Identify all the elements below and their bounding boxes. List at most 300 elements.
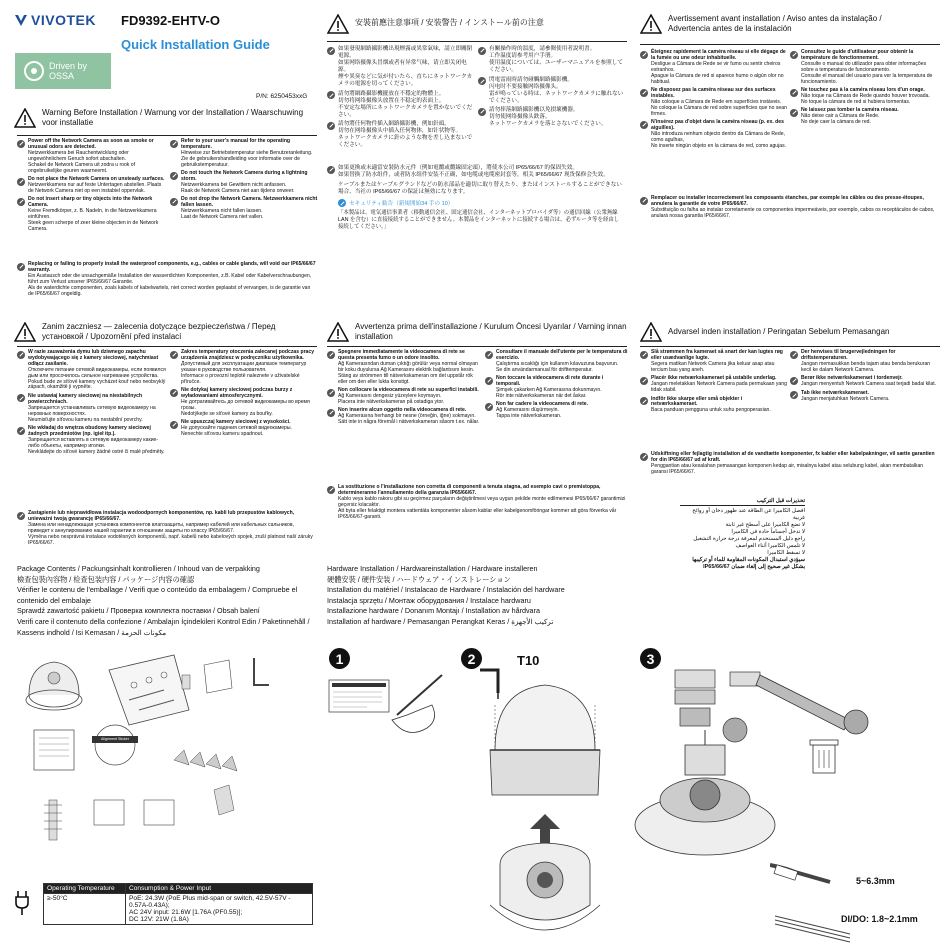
warning-line: Raak de Network Camera niet aan tijdens onweer. [181, 187, 295, 194]
warning-item [327, 121, 477, 149]
step-2-badge: 2 [461, 648, 482, 669]
cable-drawing [770, 860, 948, 945]
warning-line: Tappa inte nätverkskameran. [496, 413, 562, 420]
alignment-sticker-drawing [92, 725, 138, 765]
warning-item [478, 46, 628, 74]
warning-line: Ağ Kamerasını dengesiz yüzeylere koymayın. [338, 392, 442, 399]
arabic-warning-block [680, 498, 805, 571]
cable-glands-drawing [675, 670, 760, 742]
warning-da-title: Advarsel inden installation / Peringatan Sebelum Pemasangan [668, 327, 890, 336]
warning-item [170, 197, 320, 221]
warning-line: Berør ikke netværkskameraet i tordenvejr. [801, 375, 903, 382]
warning-it-right [485, 350, 628, 423]
package-contents-title [17, 564, 317, 638]
spec-header-temp: Operating Temperature [44, 884, 126, 894]
prohibit-icon [327, 409, 335, 417]
warning-line: Se din användarmanual för drifttemperatur. [496, 366, 593, 373]
divider [327, 346, 627, 347]
arabic-title: تحذيرات قبل التركيب [680, 498, 805, 506]
warning-line: Placera inte nätverkskameran på ostadiga ytor. [338, 398, 445, 405]
warning-fr-title2: Advertencia antes de la instalación [668, 23, 792, 33]
step3-drawing [630, 660, 948, 860]
warning-line: ネットワークカメラを落とさないでください。 [489, 121, 607, 128]
warning-item [790, 391, 940, 403]
prohibit-icon [17, 198, 25, 206]
arabic-full-line: سيؤدي استبدال المكونات المقاومة للماء أو تركيبها بشكل غير صحيح إلى إلغاء ضمان IP65/66/67 [692, 557, 805, 570]
warning-da-full [640, 452, 940, 478]
warning-line: No deje caer la cámara de red. [801, 119, 871, 126]
warning-line: Kablo veya kablo rakoru gibi su geçirmez parçaların değiştirilmesi veya uygun şekilde monte edilmemesi IP65/66/67 garantimizi geçersiz kılacaktır. [338, 495, 626, 508]
warning-line: 雷が鳴っている時は、ネットワークカメラに触れないでください。 [489, 90, 624, 104]
arabic-line: لا تدخل أجساماً حادة في الكاميرا [731, 529, 805, 535]
prohibit-icon [640, 197, 648, 205]
power-plug-icon [14, 890, 30, 916]
warning-it-full [327, 485, 627, 523]
warning-en-full [17, 262, 317, 300]
desiccant-drawing [204, 660, 232, 693]
warning-item [327, 46, 477, 88]
warning-line: Hinweise zur Betriebstemperatur siehe Benutzeranleitung. [181, 149, 313, 156]
dido-dim-label: DI/DO: 1.8~2.1mm [841, 914, 918, 924]
warning-line: Steek geen scherpe of zeer kleine objecten in de Network Camera. [28, 219, 159, 232]
warning-en-title: Warning Before Installation / Warnung vor der Installation / Waarschuwing voor installatie [42, 108, 304, 127]
warning-fr-header [640, 14, 940, 34]
warning-line: Baca panduan pengguna untuk suhu pengoperasian. [651, 407, 771, 414]
warning-line: Keine Fremdkörper, z. B. Nadeln, in die Netzwerkkamera einführen. [28, 208, 157, 221]
prohibit-icon [327, 47, 335, 55]
warning-line: Spegnere immediatamente la videocamera di rete se questa presenta fumo o un odore insolito. [338, 349, 465, 361]
warning-line: Slå strømmen fra kameraet så snart der kan lugtes røg eller usædvanlige lugte. [651, 349, 783, 361]
pkg-line2: 檢查包裝內容物 / 检查包装内容 / パッケージ内容の確認 [17, 574, 195, 584]
warning-line: 閃電雷雨時請勿碰觸網路攝影機。 [489, 76, 573, 83]
warning-item [327, 388, 482, 406]
warning-line: Schakel de Network Camera uit zodra u rook of ongebruikelijke geuren waarneemt. [28, 161, 136, 174]
prohibit-icon [640, 121, 648, 129]
warning-line: Zakres temperatury otoczenia zalecanej podczas pracy urządzenia znajdziesz w podręczniku użytkownika. [181, 349, 315, 361]
warning-line: Nevkládejte do síťové kamery žádné ostré či malé předměty. [28, 448, 165, 455]
warning-item [478, 77, 628, 105]
power-poe: PoE: 24.3W (PoE Plus mid-span or switch, 42.5V-57V - 0.57A-0.43A); [129, 895, 291, 909]
warning-line: Не дотрагивайтесь до сетевой видеокамеры во время грозы. [181, 398, 310, 411]
warning-pl-full [17, 511, 317, 549]
warning-triangle-icon [640, 322, 662, 342]
cjk-full2-jp: ケーブルまたはケーブルグランドなどの防水部品を適切に取り替えたり、またはインストールすることができない場合、当社の IP65/66/67 の保証は無効になります。 [338, 181, 622, 195]
hw-line5: Installazione hardware / Donanım Montajı / Installation av hårdvara [327, 606, 540, 616]
warning-line: Допустимый для эксплуатации диапазон температур указан в руководстве пользователя. [181, 360, 307, 373]
warning-line: 切勿使网络摄像头跌落。 [489, 114, 551, 121]
warning-line: Jangan menyentuh Network Camera saat terjadi badai kilat. [801, 381, 937, 388]
prohibit-icon [17, 512, 25, 520]
warning-line: Não coloque a Câmara de Rede em superfícies instáveis. [651, 98, 782, 105]
warning-line: Nie wkładaj do wnętrza obudowy kamery sieciowej żadnych przedmiotów (np. igieł itp.). [28, 425, 151, 437]
prohibit-icon [327, 91, 335, 99]
pkg-line4: Sprawdź zawartość pakietu / Проверка комплекта поставки / Obsah balení [17, 606, 260, 616]
warning-triangle-icon [14, 108, 36, 128]
warning-line: 煙や異臭などに気が付いたら、直ちにネットワークカメラの電源を切ってください。 [338, 74, 473, 87]
prohibit-icon [327, 486, 335, 494]
arabic-line: لا تسقط الكاميرا [767, 550, 805, 556]
pkg-line5: Verifi care il contenuto della confezione / Ambalajın İçindekileri Kontrol Edin / Paketinnehåll / Kassens indhold / Isi Kemasan / مكونات الحزمة [17, 616, 310, 637]
warning-line: 請勿將任何物件插入網路攝影機，例如針頭。 [338, 121, 450, 128]
warning-it-header [327, 322, 627, 342]
wrench-drawing [756, 675, 868, 734]
warning-it-title: Avvertenza prima dell'installazione / Kurulum Öncesi Uyarılar / Varning innan installation [355, 322, 627, 341]
warning-line: Ne disposez pas la caméra réseau sur des surfaces instables. [651, 87, 776, 99]
warning-line: Ağ Kamerasından duman çıktığı görülür veya normal olmayan bir koku duyulursa Ağ Kamerasını elektrik bağlantısını kesin. [338, 360, 478, 373]
warning-line: 不安定な場所にネットワークカメラを置かないでください。 [338, 104, 473, 118]
prohibit-icon [640, 89, 648, 97]
prohibit-icon [485, 351, 493, 359]
warning-line: Non toccare la videocamera di rete durante i temporali. [496, 375, 604, 388]
warning-line: 請勿摔落網路攝影機以免損壞機器。 [489, 107, 579, 114]
warning-line: Non inserire alcun oggetto nella videocamera di rete. [338, 407, 467, 414]
divider [640, 346, 940, 347]
warning-item [640, 50, 788, 85]
warning-item [640, 397, 788, 415]
warning-line: Desligue a Câmara de Rede se vir fumo ou sentir cheiros estranhos. [651, 60, 781, 73]
warning-line: Informace o provozní teplotě naleznete v uživatelské příručce. [181, 372, 300, 385]
camera-dome-drawing [26, 662, 82, 710]
warning-line: Do not insert sharp or tiny objects into the Network Camera. [28, 196, 153, 209]
vivotek-logo [14, 12, 96, 28]
pkg-line1: Package Contents / Packungsinhalt kontrollieren / Inhoud van de verpakking [17, 564, 260, 573]
warning-line: Nie dotykaj kamery sieciowej podczas burzy z wyładowaniami atmosferycznymi. [181, 387, 293, 399]
warning-line: Ne touchez pas à la caméra réseau lors d'un orage. [801, 87, 925, 94]
prohibit-icon [327, 351, 335, 359]
warning-cjk-title: 安裝前應注意事項 / 安装警告 / インストール前の注意 [355, 18, 544, 27]
model-number: FD9392-EHTV-O [121, 13, 220, 28]
prohibit-icon [790, 351, 798, 359]
warning-line: Replacing or failing to properly install the waterproof components, e.g., cables or cable glands, will void our IP65/66/67 warranty. [28, 261, 316, 273]
warning-line: 有關操作時的溫度，請參閱使用者說明書。 [489, 46, 596, 52]
warning-line: Ne laissez pas tomber la caméra réseau. [801, 107, 899, 114]
spec-header-power: Consumption & Power Input [126, 884, 313, 894]
hw-line3: Installation du matériel / Instalacao de Hardware / Instalación del hardware [327, 585, 565, 595]
warning-line: Não introduza nenhum objecto dentro da Câmara de Rede, como agulhas, [651, 130, 785, 143]
warning-item [327, 91, 477, 119]
warning-pl-title: Zanim zaczniesz — zalecenia dotyczące bezpieczeństwa / Перед установкой / Upozornění před instalací [42, 322, 276, 341]
warning-item-full [17, 511, 317, 546]
prohibit-icon [17, 140, 25, 148]
cjk-full1-zh-tw: 如果更換或未適當安裝防水元件（例如電纜或纜線固定頭），將使本公司 IP65/66/67 的保固失效。 [338, 165, 578, 171]
warning-line: La sostituzione o l'installazione non corretta di componenti a tenuta stagna, ad esempio cavi o premistoppa, determineranno l'annullamento della garanzia IP65/66/67. [338, 484, 601, 496]
warning-line: Stäng av strömmen till nätverkskameran om det uppstår rök eller om den eller lukta konstigt. [338, 372, 473, 385]
warning-item [485, 376, 628, 400]
prohibit-icon [478, 47, 486, 55]
warning-line: No coloque la Cámara de red sobre superficies que no sean firmes. [651, 104, 787, 117]
prohibit-icon [640, 397, 648, 405]
warning-line: Rör inte nätverkskameran när det åskar. [496, 392, 587, 399]
prohibit-icon [170, 421, 178, 429]
warning-line: Laat de Network Camera niet vallen. [181, 214, 264, 221]
warning-item [790, 376, 940, 388]
prohibit-icon [327, 166, 335, 174]
warning-line: Netzwerkkamera nur auf feste Untertagen abstellen. Plaats de Network Camera niet op een instabiel oppervlak. [28, 181, 162, 194]
warning-item [170, 420, 318, 438]
prohibit-icon [170, 172, 178, 180]
quick-guide-drawing [34, 730, 74, 770]
warning-triangle-icon [327, 14, 349, 34]
warning-line: 切勿将网络摄像头放置在不稳定的表面上。 [338, 97, 445, 104]
warning-line: Pokud bude ze síťové kamery vycházet kouř nebo neobvyklý zápach, okamžitě ji vypněte. [28, 378, 166, 391]
prohibit-icon [327, 389, 335, 397]
prohibit-icon [327, 122, 335, 130]
prohibit-icon [170, 389, 178, 397]
warning-cjk-full [327, 165, 627, 230]
warning-line: Výměna nebo nesprávná instalace vodotěsných komponentů, např. kabelů nebo kabelových spojek, zruší platnost naší záruky IP65/66/67. [28, 533, 313, 546]
prohibit-icon [790, 377, 798, 385]
warning-line: Замена или ненадлежащая установка компонентов влагозащиты, например кабелей или кабельных сальников, приведет к аннулированию нашей гарантии в отношении защиты по классу IP65/66/67. [28, 521, 294, 534]
warning-pl-left [17, 350, 167, 458]
warning-line: Nie ustawiaj kamery sieciowej na niestabilnych powierzchniach. [28, 392, 143, 405]
warning-line: Jangan menjatuhkan Network Camera. [801, 395, 890, 402]
warning-line: Udskiftning eller fejlagtig installation af de vandtætte komponenter, fx kabler eller kabelpakninger, vil sætte garantien for din IP65/66/67 ud af kraft. [651, 451, 935, 463]
warning-line: Çalıştırma sıcaklığı için kullanım kılavuzuna başvurun. [496, 360, 619, 367]
divider [17, 346, 317, 347]
prohibit-icon [17, 351, 25, 359]
warning-line: 請勿將網路攝影機擺放在不穩定的物體上。 [338, 90, 445, 97]
warning-line: Der henvises til brugervejledningen for driftstemperaturen. [801, 349, 896, 361]
spec-power-value [126, 894, 313, 925]
warning-line: Do not touch the Network Camera during a lightning storm. [181, 170, 308, 183]
camera-base-drawing [635, 730, 775, 855]
warning-line: Consulte el manual del usuario para ver la temperatura de funcionamiento. [801, 72, 933, 85]
warning-item-full [327, 485, 627, 520]
warning-item-full [17, 262, 317, 297]
warning-item [170, 350, 318, 385]
warning-item [17, 177, 167, 195]
warning-item [640, 88, 788, 118]
divider [327, 41, 627, 42]
warning-line: 切勿在网络摄像头中插入任何物体，如针状物等。 [338, 128, 462, 135]
warning-line: Att byta eller felaktigt montera vattentäta komponenter såsom kablar eller kabelgenomföringar kommer att göra förverka vår IP65/66/67-garanti. [338, 507, 617, 520]
warning-da-header [640, 322, 940, 342]
guide-title: Quick Installation Guide [121, 37, 270, 52]
warning-item-full [640, 452, 940, 476]
prohibit-icon [485, 377, 493, 385]
security-advisory-text: 「本製品は、電気通信事業者（移動通信会社、固定通信会社、インターネットプロバイダ等）の通信回線（公衆無線LAN を含む）に直接接続することができません。本製品をインターネットに接続する場合は、必ずルータ等を経由し接続してください。」 [338, 210, 620, 230]
vivotek-logo-mark-icon [14, 13, 28, 27]
warning-line: Netzwerkkamera bei Rauchentwicklung oder ungewöhnlichem Geruch sofort abschalten. [28, 149, 129, 162]
warning-line: 使用温度については、ユーザーマニュアルを参照してください。 [489, 60, 623, 73]
warning-da-left [640, 350, 788, 417]
warning-line: Éteignez rapidement la caméra réseau si elle dégage de la fumée ou une odeur inhabituelle. [651, 49, 786, 61]
prohibit-icon [17, 178, 25, 186]
warning-item [640, 376, 788, 394]
warning-item-full [640, 196, 940, 220]
warning-item [170, 388, 318, 418]
warning-line: Zastąpienie lub nieprawidłowa instalacja wodoodpornych komponentów, np. kabli lub przepustów kablowych, unieważni twoją gwarancję IP65/66/67. [28, 510, 295, 522]
warning-line: Nie upuszczaj kamery sieciowej z wysokości. [181, 419, 291, 426]
power-ac: AC 24V input: 21.6W [1.76A (PF0.55)]; [129, 909, 243, 916]
security-advisory-link[interactable]: セキュリティ勧告（新規開始34 手の 10） [349, 200, 454, 207]
warning-line: Şimşek çakarken Ağ Kamerasına dokunmayın. [496, 387, 602, 394]
warning-line: Запрещается вставлять в сетевую видеокамеру какие-либо объекты, например иголки. [28, 436, 159, 449]
warning-it-left [327, 350, 482, 429]
hw-line6: Installation af hardware / Pemasangan Perangkat Keras / تركيب الأجهزة [327, 616, 554, 626]
warning-line: N'insérez pas d'objet dans la caméra réseau (p. ex. des aiguilles). [651, 119, 784, 132]
prohibit-icon [640, 51, 648, 59]
warning-item [485, 350, 628, 374]
ossa-line1: Driven by [49, 61, 88, 71]
power-dc: DC 12V: 21W (1.8A) [129, 916, 189, 923]
warning-fr-full [640, 196, 940, 222]
warning-line: Не допускайте падения сетевой видеокамеры. [181, 425, 292, 432]
divider [17, 135, 317, 136]
warning-triangle-icon [327, 322, 349, 342]
warning-item [17, 139, 167, 174]
spec-temp-value: ≥-50°C [44, 894, 126, 925]
warning-line: Consulte o manual do utilizador para obter informações sobre a temperatura de funcionamento. [801, 60, 927, 73]
warning-line: Non collocare la videocamera di rete su superfici instabili. [338, 387, 479, 394]
warning-line: Placér ikke netværkskameraet på ustabile underlag. [651, 375, 777, 382]
prohibit-icon [170, 140, 178, 148]
warning-pl-header [14, 322, 314, 342]
warning-cjk-right [478, 46, 628, 131]
prohibit-icon [478, 108, 486, 116]
warning-fr-right [790, 50, 940, 129]
warning-item [17, 350, 167, 391]
warning-item [790, 350, 940, 374]
warning-line: Zie de gebruikershandleiding voor informatie over de gebruikstemperatuur. [181, 155, 300, 168]
warning-item [17, 426, 167, 456]
prohibit-icon [170, 351, 178, 359]
warning-item [170, 139, 320, 169]
warning-line: 闪电时不要接触网络摄像头。 [489, 83, 562, 90]
warning-line: Refer to your user's manual for the operating temperature. [181, 138, 291, 150]
warning-line: Nenechte síťovou kameru spadnout. [181, 430, 264, 437]
warning-cjk-header [327, 14, 627, 34]
warning-line: Do not place the Network Camera on unsteady surfaces. [28, 176, 165, 183]
alignment-sticker-label: Alignment Sticker [101, 737, 129, 741]
warning-line: ネットワークカメラに針のような物を差し込まないでください。 [338, 135, 473, 149]
prohibit-icon [17, 394, 25, 402]
warning-line: Jangan meletakkan Network Camera pada permukaan yang tidak stabil. [651, 381, 787, 394]
ossa-icon [23, 60, 45, 82]
pkg-line3: Vérifier le contenu de l'emballage / Verifi que o conteúdo da embalagem / Compruebe el contenido del embalaje [17, 585, 298, 605]
warning-triangle-icon [14, 322, 36, 342]
warning-line: Ağ Kamerasını düşürmeyin. [496, 407, 559, 414]
warning-line: Als de waterdichte componenten, zoals kabels of kabelwartels, niet correct worden geplaatst of vervangen, is de garantie van de IP65/66/67 ongeldig. [28, 284, 311, 297]
arabic-line: افصل الكاميرا عن الطاقة عند ظهور دخان أو روائح غريبة [692, 508, 805, 521]
prohibit-icon [485, 403, 493, 411]
warning-item [790, 50, 940, 85]
warning-line: Não deixe cair a Câmara de Rede. [801, 113, 880, 120]
arabic-line: راجع دليل المستخدم لمعرفة درجة حرارة التشغيل [693, 536, 805, 542]
warning-line: W razie zauważenia dymu lub dziwnego zapachu wydobywającego się z kamery sieciowej, natychmiast odłącz zasilanie. [28, 349, 159, 367]
warning-item [640, 350, 788, 374]
warning-line: Consultez le guide d'utilisateur pour obtenir la température de fonctionnement. [801, 49, 914, 61]
warning-line: Sätt inte in några föremål i nätverkskameran såsom t.ex. nålar. [338, 419, 480, 426]
warning-line: Отключите питание сетевой видеокамеры, если появился дым или просочилось сильное нагревание устройства. [28, 366, 166, 379]
prohibit-icon [640, 351, 648, 359]
warning-line: Ağ Kamerasına herhangi bir nesne (örneğin, iğne) sokmayın. [338, 413, 476, 420]
warning-da-right [790, 350, 940, 405]
warning-cjk-left [327, 46, 477, 152]
warning-en-right [170, 139, 320, 224]
divider [640, 44, 940, 45]
step2-drawing [460, 665, 630, 950]
anchor-set-drawing [174, 750, 237, 815]
step-3-badge: 3 [640, 648, 661, 669]
warning-fr-left [640, 50, 788, 152]
warning-line: Neumisťujte síťovou kameru na nestabilní povrchy. [28, 416, 143, 423]
warning-item [478, 107, 628, 128]
arabic-line: لا تضع الكاميرا على أسطح غير ثابتة [725, 522, 805, 528]
ossa-line2: OSSA [49, 71, 75, 81]
warning-line: Remplacer ou installer incorrectement les composants étanches, par exemple les câbles ou des presse-étoupes, annulera la garantie de votre IP65/66/67. [651, 195, 924, 207]
warning-en-header [14, 108, 314, 128]
prohibit-icon [640, 453, 648, 461]
brand-name: VIVOTEK [31, 12, 96, 28]
warning-line: No toque la cámara de red si hubiera tormentas. [801, 98, 911, 105]
warning-en-left [17, 139, 167, 235]
warning-line: Indför ikke skarpe eller små objekter i netværkskameraet. [651, 395, 743, 408]
warning-triangle-icon [640, 14, 662, 34]
warning-line: Apague la Cámara de red si aparece humo o algún olor no habitual. [651, 72, 784, 85]
warning-line: No inserte ningún objeto en la cámara de red, como agujas. [651, 142, 787, 149]
hw-line2: 硬體安裝 / 硬件安装 / ハードウェア・インストレーション [327, 574, 511, 584]
prohibit-icon [17, 427, 25, 435]
trash-can-drawing [810, 740, 838, 773]
warning-fr-title1: Avertissement avant installation / Aviso antes da instalação / [668, 14, 882, 23]
warning-line: Consultare il manuale dell'utente per le temperatura di esercizio. [496, 349, 628, 361]
torx-key-drawing [254, 658, 269, 685]
warning-line: Запрещается устанавливать сетевую видеокамеру на неровных поверхностях. [28, 404, 156, 417]
spec-table [43, 883, 313, 925]
warning-line: 如果网络摄像头冒烟或者有异常气味，请立即关闭电源。 [338, 60, 467, 73]
warning-line: 如果發現網路攝影機出現煙霧或異常氣味，請立即關閉電源。 [338, 46, 473, 59]
warning-item [640, 120, 788, 150]
ossa-badge [15, 53, 111, 89]
prohibit-icon [790, 391, 798, 399]
warning-line: Penggantian atau kesalahan pemasangan komponen kedap air, misalnya kabel atau selubung kabel, akan membatalkan garansi IP65/66/67. [651, 462, 924, 475]
warning-line: Jangan memasukkan benda tajam atau benda berukuran kecil ke dalam Network Camera. [801, 360, 931, 373]
cjk-full1-zh-cn: 如果替换了防水组件，或者防水组件安装不正确，如电缆或电缆密封套等，相关 IP65/66/67 现货保修会失效。 [338, 172, 609, 178]
prohibit-icon [790, 51, 798, 59]
warning-item [327, 350, 482, 385]
warning-item [170, 171, 320, 195]
warning-item [790, 108, 940, 126]
warning-line: Do not drop the Network Camera. Netzwerkkamera nicht fallen lassen. [181, 196, 318, 209]
warning-line: Nedotýkejte se síťové kamery za bouřky. [181, 410, 273, 417]
warning-item [17, 197, 167, 232]
screw-anchor-drawing [44, 800, 174, 840]
package-illustrations [14, 650, 314, 880]
warning-line: Power off the Network Camera as soon as smoke or unusual odors are detected. [28, 138, 154, 150]
step-1-badge: 1 [329, 648, 350, 669]
warning-line: Ein Austausch oder die unsachgemäße Installation der wasserdichten Komponenten, z.B. Kabel oder Kabelverschraubungen, führt zum Verlust unserer IP65/66/67 Garantie. [28, 272, 312, 285]
warning-line: Substituição ou falha ao instalar corretamente os componentes impermeáveis, por exemplo, cabos os receptáculos de cabos, anulará nossa garantia IP65/66/67. [651, 206, 935, 219]
prohibit-icon [17, 263, 25, 271]
warning-pl-right [170, 350, 318, 440]
warning-item [327, 408, 482, 426]
warning-line: Netzwerkkamera bei Gewittern nicht anfassen. [181, 181, 287, 188]
step1-drawing [327, 670, 452, 750]
t10-tool-label: T10 [517, 653, 540, 668]
warning-line: 工作温度请参考用户手册。 [489, 53, 557, 59]
arabic-line: لا تلمس الكاميرا أثناء العواصف [735, 543, 805, 549]
info-icon [338, 199, 346, 207]
mounting-bag-drawing [109, 655, 190, 725]
prohibit-icon [790, 109, 798, 117]
hardware-installation-title [327, 564, 627, 628]
warning-line: Tab ikke netværkskameraet. [801, 389, 869, 396]
prohibit-icon [170, 198, 178, 206]
warning-line: Não toque na Câmara de Rede quando houver trovoada. [801, 92, 930, 99]
part-number: P/N: 6250453xxG [256, 93, 308, 100]
warning-line: Netzwerkkamera nicht fallen lassen. [181, 208, 263, 215]
